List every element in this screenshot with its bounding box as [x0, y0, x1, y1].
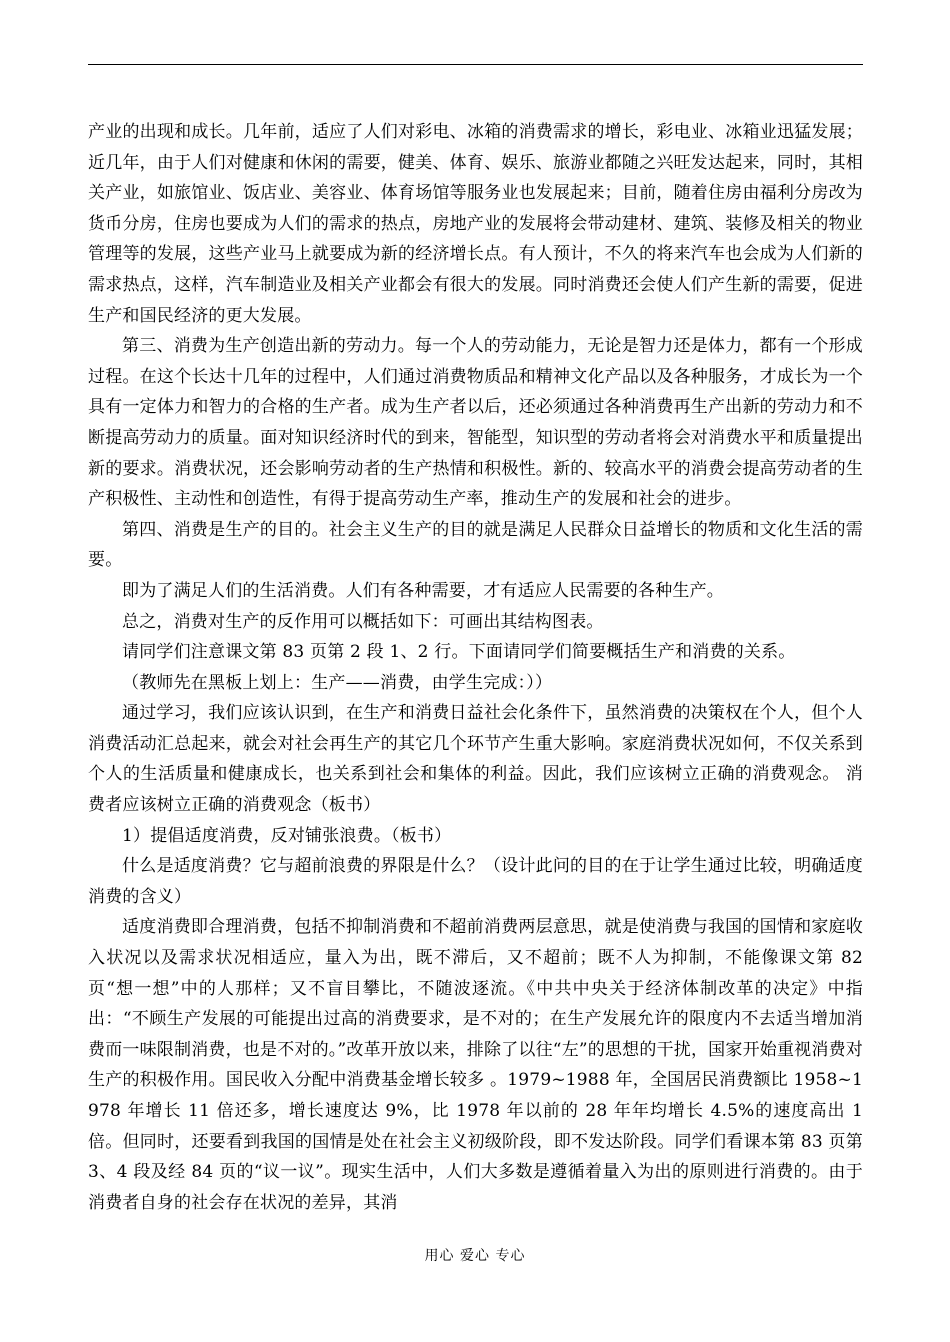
paragraph: （教师先在黑板上划上：生产——消费，由学生完成：）） [122, 672, 553, 693]
header-rule [88, 64, 863, 65]
paragraph: 通过学习，我们应该认识到，在生产和消费日益社会化条件下，虽然消费的决策权在个人，但个人消费活动汇总起来，就会对社会再生产的其它几个环节产生重大影响。家庭消费状况如何，不仅关系到个人的生活质量和健康成长，也关系到社会和集体的利益。因此，我们应该树立正确的消费观念。 消费者应该树立正确的消费观念（板书） [88, 703, 863, 816]
page-footer: 用心 爱心 专心 [424, 1248, 526, 1264]
paragraph: 总之，消费对生产的反作用可以概括如下：可画出其结构图表。 [122, 611, 604, 632]
paragraph: 第四、消费是生产的目的。社会主义生产的目的就是满足人民群众日益增长的物质和文化生活的需要。 [88, 519, 863, 571]
document-body [88, 117, 863, 1218]
paragraph: 产业的出现和成长。几年前，适应了人们对彩电、冰箱的消费需求的增长，彩电业、冰箱业迅猛发展；近几年，由于人们对健康和休闲的需要，健美、体育、娱乐、旅游业都随之兴旺发达起来，同时，其相关产业，如旅馆业、饭店业、美容业、体育场馆等服务业也发展起来；目前，随着住房由福利分房改为货币分房，住房也要成为人们的需求的热点，房地产业的发展将会带动建材、建筑、装修及相关的物业管理等的发展，这些产业马上就要成为新的经济增长点。有人预计，不久的将来汽车也会成为人们新的需求热点，这样，汽车制造业及相关产业都会有很大的发展。同时消费还会使人们产生新的需要，促进生产和国民经济的更大发展。 [88, 122, 863, 326]
paragraph: 第三、消费为生产创造出新的劳动力。每一个人的劳动能力，无论是智力还是体力，都有一个形成过程。在这个长达十几年的过程中，人们通过消费物质品和精神文化产品以及各种服务，才成长为一个具有一定体力和智力的合格的生产者。成为生产者以后，还必须通过各种消费再生产出新的劳动力和不断提高劳动力的质量。面对知识经济时代的到来，智能型，知识型的劳动者将会对消费水平和质量提出新的要求。消费状况，还会影响劳动者的生产热情和积极性。新的、较高水平的消费会提高劳动者的生产积极性、主动性和创造性，有得于提高劳动生产率，推动生产的发展和社会的进步。 [88, 336, 863, 510]
paragraph: 请同学们注意课文第 83 页第 2 段 1、2 行。下面请同学们简要概括生产和消费的关系。 [122, 642, 796, 663]
paragraph: 什么是适度消费？它与超前浪费的界限是什么？（设计此问的目的在于让学生通过比较，明确适度消费的含义） [88, 856, 863, 907]
paragraph: 即为了满足人们的生活消费。人们有各种需要，才有适应人民需要的各种生产。 [122, 580, 724, 601]
paragraph: 适度消费即合理消费，包括不抑制消费和不超前消费两层意思，就是使消费与我国的国情和家庭收入状况以及需求状况相适应，量入为出，既不滞后，又不超前；既不人为抑制，不能像课文第 82 页“想一想”中的人那样；又不盲目攀比，不随波逐流。《中共中央关于经济体制改革的决定》中指出：“不顾生产发展的可能提出过高的消费要求，是不对的；在生产发展允许的限度内不去适当增加消费而一味限制消费，也是不对的。”改革开放以来，排除了以往“左”的思想的干扰，国家开始重视消费对生产的积极作用。国民收入分配中消费基金增长较多 。1979~1988 年，全国居民消费额比 1958~1978 年增长 11 倍还多，增长速度达 9%，比 1978 年以前的 28 年年均增长 4.5%的速度高出 1 倍。但同时，还要看到我国的国情是处在社会主义初级阶段，即不发达阶段。同学们看课本第 83 页第 3、4 段及经 84 页的“议一议”。现实生活中，人们大多数是遵循着量入为出的原则进行消费的。由于消费者自身的社会存在状况的差异，其消 [88, 917, 863, 1213]
paragraph: 1）提倡适度消费，反对铺张浪费。（板书） [122, 825, 452, 846]
